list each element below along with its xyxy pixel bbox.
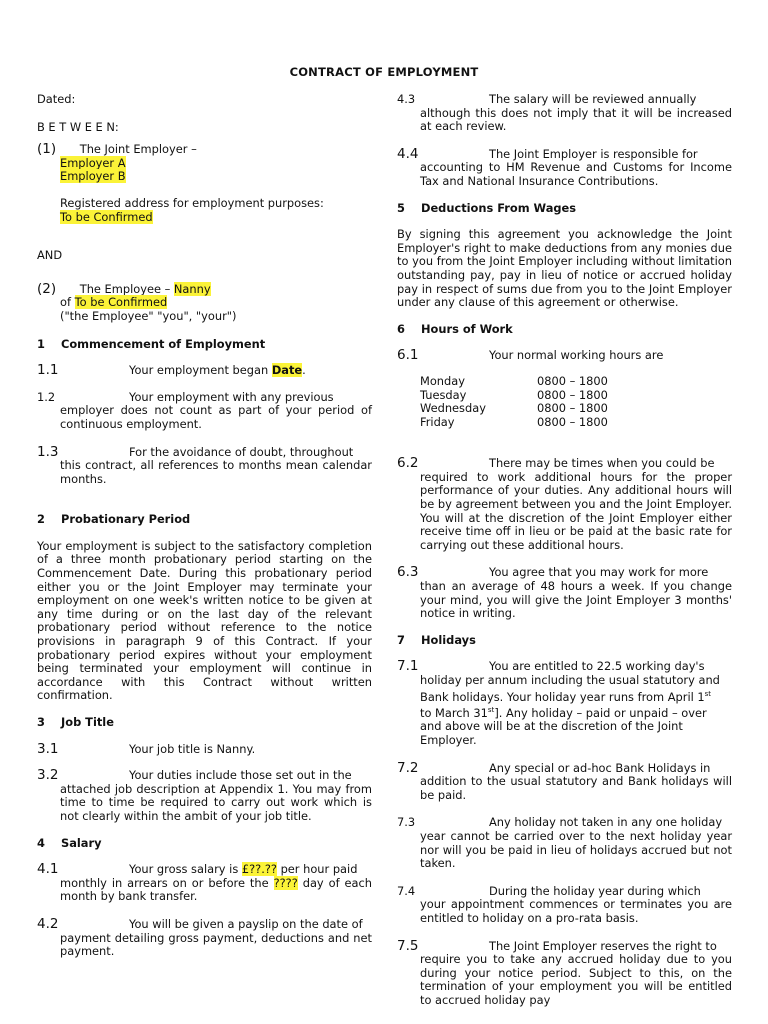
party-2: (2) The Employee – Nanny <box>37 280 211 297</box>
employer-b: Employer B <box>60 169 126 184</box>
hours-row: Wednesday 0800 – 1800 <box>420 401 608 416</box>
party-1 <box>37 143 372 157</box>
clause-6-3: 6.3 You agree that you may work for more than an average of 48 hours a week. If you change your mind, you will give the Joint Employer 3 months' notice in writing. <box>397 564 732 621</box>
hours-row: Monday 0800 – 1800 <box>420 373 608 388</box>
hours-row: Friday 0800 – 1800 <box>420 414 608 429</box>
working-hours-table <box>420 375 732 429</box>
left-column: Dated: B E T W E E N: (1) The Joint Employer – Employer A Employer B Registered address for employment purposes: To be Confirmed AND (2) The Employee – Nanny of To be Confirmed ("the Employee" "you", "your") 1 Commencement of Employment 1.1 Your employment began Date. 1.2 Your employment with any previous employer does not count as part of your period of continuous employment. 1.3 For the avoidance of doubt, throughout this contract, all references to months mean calendar months. 2 Probationary Period Your employment is subject to the satisfactory completion of a three month probationary period starting on the Commencement Date. During this probationary period either you or the Joint Employer may terminate your employment on one week's written notice to be given at any time during or on the last day of the relevant probationary period without reference to the notice provisions in paragraph 9 of this Contract. If your probationary period expires without your employment being terminated your employment will continue in accordance with this Contract without written confirmation. 3 Job Title 3.1 Your job title is Nanny. 3.2 Your duties include those set out in the attached job description at Appendix 1. You may from time to time be required to carry out work which is not clearly within the ambit of your job title. 4 Salary 4.1 Your gross salary is £??.?? per hour paid monthly in arrears on or before the ???? day of each month by bank transfer. 4.2 You will be given a payslip on the date of payment detailing gross payment, deductions and net payment. <box>37 92 373 959</box>
clause-4-1: 4.1 Your gross salary is £??.?? per hour paid monthly in arrears on or before the ???? day of each month by bank transfer. <box>37 861 373 904</box>
party-1-label: The Joint Employer – <box>79 142 197 157</box>
section-7-heading: 7 Holidays <box>397 632 476 647</box>
registered-address-value: To be Confirmed <box>60 209 153 224</box>
employer-a: Employer A <box>60 155 126 170</box>
employee-role: Nanny <box>173 281 211 296</box>
probation-text: Your employment is subject to the satisfactory completion of a three month probationary period starting on the Commencement Date. During this probationary period either you or the Joint Employer may terminate your employment on one week's written notice to be given at any time during or on the last day of the relevant probationary period without reference to the notice provisions in paragraph 9 of this Contract. If your probationary period expires without your employment being terminated your employment will continue in accordance with this Contract without written confirmation. <box>37 538 372 703</box>
clause-4-2: 4.2 You will be given a payslip on the date of payment detailing gross payment, deductions and net payment. <box>37 915 372 959</box>
section-6-heading: 6 Hours of Work <box>397 321 513 336</box>
hourly-rate: £??.?? <box>241 862 277 877</box>
clause-7-1: 7.1 You are entitled to 22.5 working day's holiday per annum including the usual statutory and Bank holidays. Your holiday year runs from April 1st to March 31st]. Any holiday – paid or unpaid – over and above will be at the discretion of the Joint Employer. <box>397 658 720 747</box>
clause-4-3: 4.3 The salary will be reviewed annually although this does not imply that it will be increased at each review. <box>397 92 732 134</box>
clause-7-4: 7.4 During the holiday year during which your appointment commences or terminates you are entitled to holiday on a pro-rata basis. <box>397 883 732 925</box>
right-column <box>397 93 732 1007</box>
clause-4-4: 4.4 The Joint Employer is responsible for accounting to HM Revenue and Customs for Income Tax and National Insurance Contributions. <box>397 145 732 188</box>
hours-row: Tuesday 0800 – 1800 <box>420 387 608 402</box>
party-2-number: (2) <box>37 280 57 297</box>
clause-7-5: 7.5 The Joint Employer reserves the right to require you to take any accrued holiday due to you during your notice period. Subject to this, on the termination of your employment you will be entitled to accrued holiday pay <box>397 937 732 1007</box>
clause-3-2: 3.2 Your duties include those set out in the attached job description at Appendix 1. You may from time to time be required to carry out work which is not clearly within the ambit of your job title. <box>37 767 372 823</box>
clause-7-3: 7.3 Any holiday not taken in any one holiday year cannot be carried over to the next holiday year nor will you be paid in lieu of holidays accrued but not taken. <box>397 815 732 871</box>
section-4-heading: 4 Salary <box>37 835 102 850</box>
employee-definitions: ("the Employee" "you", "your") <box>60 308 237 323</box>
deductions-text: By signing this agreement you acknowledge the Joint Employer's right to make deductions from any monies due to you from the Joint Employer including without limitation outstanding pay, pay in lieu of notice or accrued holiday pay in respect of sums due from you to the Joint Employer under any clause of this agreement or otherwise. <box>397 227 732 310</box>
section-3-heading: 3 Job Title <box>37 715 114 729</box>
dated-label: Dated: <box>37 92 76 106</box>
clause-1-1: 1.1 Your employment began Date. <box>37 362 306 379</box>
document-title: CONTRACT OF EMPLOYMENT <box>289 65 479 79</box>
registered-address-label: Registered address for employment purposes: <box>60 195 324 210</box>
section-1-heading: 1 Commencement of Employment <box>37 336 266 351</box>
employee-address: To be Confirmed <box>74 295 168 310</box>
clause-1-3: 1.3 For the avoidance of doubt, throughout this contract, all references to months mean calendar months. <box>37 443 372 486</box>
commencement-date: Date <box>271 363 303 378</box>
between-label: B E T W E E N: <box>37 119 119 134</box>
clause-7-2: 7.2 Any special or ad-hoc Bank Holidays in addition to the usual statutory and Bank holidays will be paid. <box>397 759 732 802</box>
clause-6-1: 6.1 Your normal working hours are <box>397 347 664 364</box>
clause-3-1: 3.1 Your job title is Nanny. <box>37 740 256 757</box>
and-label: AND <box>37 248 63 263</box>
section-5-heading: 5 Deductions From Wages <box>397 200 577 215</box>
section-2-heading: 2 Probationary Period <box>37 512 191 527</box>
party-1-number: (1) <box>37 141 57 158</box>
clause-6-2: 6.2 There may be times when you could be required to work additional hours for the proper performance of your duties. Any additional hours will be by agreement between you and the Joint Employer. You will at the discretion of the Joint Employer either receive time off in lieu or be paid at the basic rate for carrying out these additional hours. <box>397 455 732 552</box>
pay-day: ???? <box>273 875 298 890</box>
clause-1-2: 1.2 Your employment with any previous employer does not count as part of your period of continuous employment. <box>37 389 372 431</box>
